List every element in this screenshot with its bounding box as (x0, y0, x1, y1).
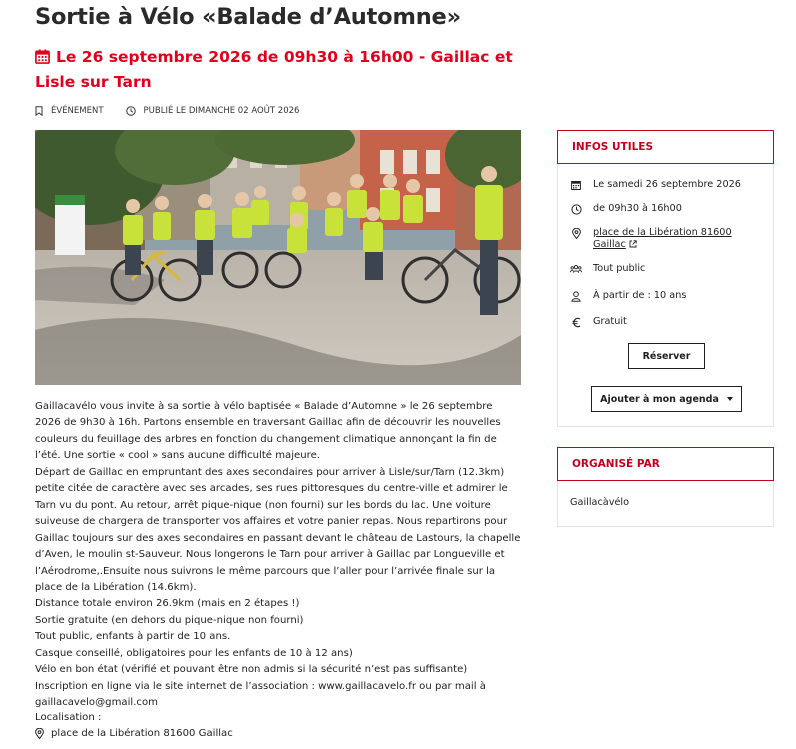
calendar-icon (571, 180, 581, 190)
map-pin-icon (35, 728, 44, 739)
organizer-name: Gaillacàvélo (570, 497, 630, 508)
description-paragraph: Casque conseillé, obligatoires pour les enfants de 10 à 12 ans) (35, 647, 353, 659)
group-cyclists-photo (35, 130, 521, 385)
user-icon (571, 291, 581, 302)
reserve-button[interactable]: Réserver (628, 343, 705, 369)
info-place[interactable] (570, 227, 732, 251)
info-date (570, 179, 741, 191)
info-time-text: de 09h30 à 16h00 (593, 203, 682, 214)
event-published (126, 106, 300, 116)
description-paragraph: Vélo en bon état (vérifié et pouvant être non admis si la sécurité n’est pas suffisante) (35, 664, 468, 676)
event-type-label: ÉVÉNEMENT (51, 106, 104, 116)
localisation-address: place de la Libération 81600 Gaillac (51, 728, 233, 739)
localisation-address-line (35, 728, 233, 739)
map-pin-icon (572, 228, 581, 239)
organizer-heading: ORGANISÉ PAR (557, 447, 774, 481)
description-paragraph: Départ de Gaillac en empruntant des axes secondaires pour arriver à Lisle/sur/Tarn (12.3km) petite citée de caractère avec ses arcades, ses rues pittoresques du centre-ville et admirer le Tarn vu du pont. Au retour, arrêt pique-nique (non fourni) sur les bords du lac. Une voiture suiveuse de chargera de transporter vos affaires et votre panier repas. Nous repartirons pour Gaillac toujours sur des axes secondaires en passant devant le château de Lastours, la chapelle d’Aven, le moulin st-Sauveur. Nous longerons le Tarn pour arriver à Gaillac par Longueville et l’Aérodrome,.Ensuite nous suivrons le même parcours que l’aller pour l’arrivée finale sur la place de la Libération (14.6km). (35, 466, 521, 593)
infos-panel (557, 130, 774, 427)
info-audience-text: Tout public (593, 263, 646, 274)
localisation-label: Localisation : (35, 712, 102, 723)
event-type (35, 106, 104, 116)
page-title: Sortie à Vélo «Balade d’Automne» (35, 4, 461, 30)
event-published-label: PUBLIÉ LE DIMANCHE 02 AOÛT 2026 (143, 106, 300, 116)
organizer-panel (557, 447, 774, 527)
external-link-icon (629, 240, 637, 248)
event-date-line (35, 45, 525, 95)
event-meta (35, 106, 299, 116)
info-time (570, 203, 682, 215)
clock-icon (571, 204, 582, 215)
description-paragraph: Inscription en ligne via le site internet de l’association : www.gaillacavelo.fr ou par mail à gaillacavelo@gmail.com (35, 680, 486, 709)
add-to-agenda-label: Ajouter à mon agenda (600, 393, 719, 405)
event-description (35, 399, 521, 712)
caret-down-icon (727, 397, 733, 401)
info-age-text: À partir de : 10 ans (593, 290, 687, 301)
group-icon (570, 264, 582, 274)
info-price (570, 316, 627, 328)
description-paragraph: Gaillacavélo vous invite à sa sortie à vélo baptisée « Balade d’Automne » le 26 septembre 2026 de 9h30 à 16h. Partons ensemble en traversant Gaillac afin de découvrir les nouvelles couleurs du feuillage des arbres en fonction du changement climatique annonçant la fin de l’été. Une sortie « cool » sans aucune difficulté majeure. (35, 401, 501, 462)
event-photo (35, 130, 521, 385)
euro-icon (572, 317, 581, 328)
info-place-link[interactable]: place de la Libération 81600 (593, 227, 732, 238)
info-age (570, 290, 686, 302)
bookmark-icon (35, 106, 43, 116)
event-date-text: Le 26 septembre 2026 de 09h30 à 16h00 - Gaillac et Lisle sur Tarn (35, 48, 513, 91)
description-paragraph: Tout public, enfants à partir de 10 ans. (35, 631, 231, 643)
infos-heading: INFOS UTILES (557, 130, 774, 164)
info-price-text: Gratuit (593, 316, 627, 327)
add-to-agenda-button[interactable] (591, 386, 742, 412)
calendar-icon (35, 49, 50, 64)
info-date-text: Le samedi 26 septembre 2026 (593, 179, 741, 190)
clock-icon (126, 106, 136, 116)
info-audience (570, 263, 645, 275)
description-paragraph: Distance totale environ 26.9km (mais en 2 étapes !) (35, 598, 300, 610)
description-paragraph: Sortie gratuite (en dehors du pique-nique non fourni) (35, 614, 304, 626)
info-place-link-city[interactable]: Gaillac (593, 239, 626, 250)
